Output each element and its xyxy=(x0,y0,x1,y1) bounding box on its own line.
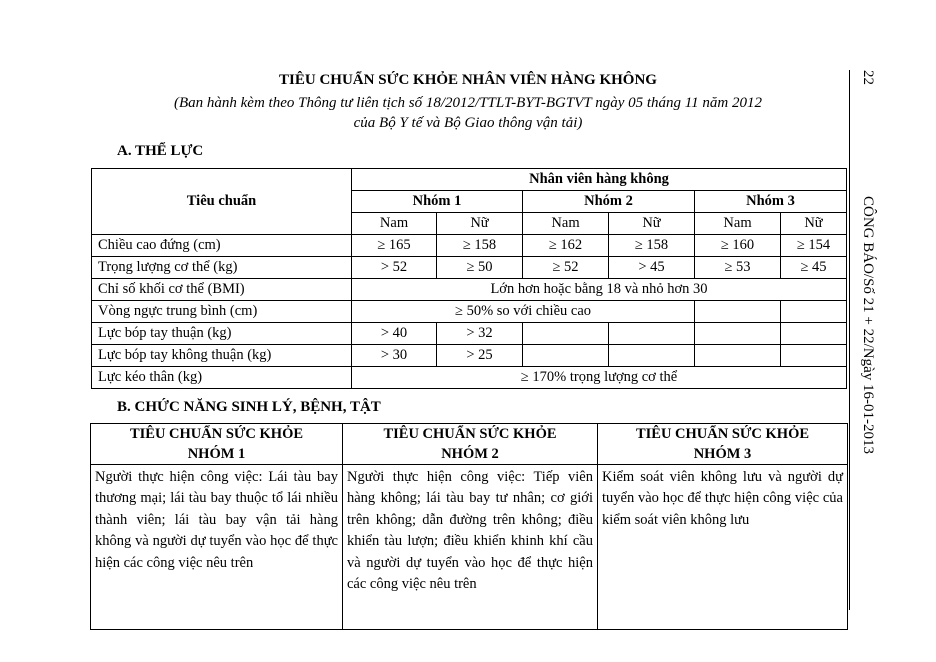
header-line: TIÊU CHUẨN SỨC KHỎE xyxy=(635,426,810,442)
table-cell-merged: Lớn hơn hoặc bằng 18 và nhỏ hơn 30 xyxy=(352,279,847,301)
table-cell: > 40 xyxy=(352,323,437,345)
health-standards-table xyxy=(90,423,848,630)
group-1-header: Nhóm 1 xyxy=(352,191,523,213)
male-header: Nam xyxy=(352,213,437,235)
table-cell: ≥ 45 xyxy=(781,257,847,279)
table-cell-merged: ≥ 170% trọng lượng cơ thể xyxy=(352,367,847,389)
table-cell xyxy=(609,345,695,367)
table-cell: ≥ 158 xyxy=(437,235,523,257)
header-line: TIÊU CHUẨN SỨC KHỎE xyxy=(129,426,304,442)
table-cell: > 25 xyxy=(437,345,523,367)
table-cell: ≥ 50 xyxy=(437,257,523,279)
group-2-description: Người thực hiện công việc: Tiếp viên hàng không; lái tàu bay tư nhân; cơ giới trên không; dẫn đường trên không; điều khiển tàu lượn; điều khiển khinh khí cầu và người dự tuyển vào học để thực hiện các công việc nêu trên xyxy=(343,465,598,630)
header-line: NHÓM 2 xyxy=(441,446,499,462)
staff-header: Nhân viên hàng không xyxy=(352,169,847,191)
table-row xyxy=(92,301,847,323)
female-header: Nữ xyxy=(609,213,695,235)
table-row xyxy=(92,345,847,367)
row-label: Lực kéo thân (kg) xyxy=(92,367,352,389)
row-label: Lực bóp tay thuận (kg) xyxy=(92,323,352,345)
table-cell: ≥ 154 xyxy=(781,235,847,257)
group-3-header: Nhóm 3 xyxy=(695,191,847,213)
document-subtitle xyxy=(0,93,936,133)
table-cell: > 52 xyxy=(352,257,437,279)
group-2-standard-header xyxy=(343,424,598,465)
table-row xyxy=(92,279,847,301)
subtitle-line-1: (Ban hành kèm theo Thông tư liên tịch số 18/2012/TTLT-BYT-BGTVT ngày 05 tháng 11 năm 2012 xyxy=(173,95,763,111)
table-cell: ≥ 160 xyxy=(695,235,781,257)
row-label: Chỉ số khối cơ thể (BMI) xyxy=(92,279,352,301)
header-line: NHÓM 3 xyxy=(693,446,752,462)
table-cell xyxy=(695,345,781,367)
table-cell xyxy=(695,323,781,345)
group-1-description: Người thực hiện công việc: Lái tàu bay thương mại; lái tàu bay thuộc tổ lái nhiều thành viên; lái tàu bay vận tải hàng không và người dự tuyển vào học để thực hiện các công việc nêu trên xyxy=(91,465,343,630)
male-header: Nam xyxy=(695,213,781,235)
table-cell xyxy=(523,323,609,345)
table-cell: > 45 xyxy=(609,257,695,279)
header-line: NHÓM 1 xyxy=(187,446,246,462)
table-cell: > 30 xyxy=(352,345,437,367)
gazette-sidebar xyxy=(856,70,876,610)
gazette-reference: CÔNG BÁO/Số 21 + 22/Ngày 16-01-2013 xyxy=(860,196,876,455)
row-label: Chiều cao đứng (cm) xyxy=(92,235,352,257)
table-row xyxy=(92,235,847,257)
subtitle-line-2: của Bộ Y tế và Bộ Giao thông vận tải) xyxy=(353,115,583,131)
table-cell xyxy=(781,345,847,367)
row-label: Lực bóp tay không thuận (kg) xyxy=(92,345,352,367)
table-cell: ≥ 165 xyxy=(352,235,437,257)
row-label: Trọng lượng cơ thể (kg) xyxy=(92,257,352,279)
table-cell: ≥ 162 xyxy=(523,235,609,257)
group-2-header: Nhóm 2 xyxy=(523,191,695,213)
table-cell xyxy=(781,323,847,345)
table-cell xyxy=(781,301,847,323)
table-cell xyxy=(609,323,695,345)
row-label: Vòng ngực trung bình (cm) xyxy=(92,301,352,323)
table-row xyxy=(92,257,847,279)
male-header: Nam xyxy=(523,213,609,235)
table-cell xyxy=(695,301,781,323)
group-1-standard-header xyxy=(91,424,343,465)
margin-rule xyxy=(849,70,850,610)
female-header: Nữ xyxy=(437,213,523,235)
female-header: Nữ xyxy=(781,213,847,235)
section-b-heading: B. CHỨC NĂNG SINH LÝ, BỆNH, TẬT xyxy=(117,399,381,415)
table-row xyxy=(92,323,847,345)
physical-fitness-table xyxy=(91,168,847,389)
table-cell xyxy=(523,345,609,367)
table-cell: ≥ 53 xyxy=(695,257,781,279)
table-cell: > 32 xyxy=(437,323,523,345)
table-cell-merged: ≥ 50% so với chiều cao xyxy=(352,301,695,323)
table-row xyxy=(91,465,848,630)
group-3-standard-header xyxy=(598,424,848,465)
criteria-header: Tiêu chuẩn xyxy=(92,169,352,235)
table-row xyxy=(92,367,847,389)
table-cell: ≥ 52 xyxy=(523,257,609,279)
document-title: TIÊU CHUẨN SỨC KHỎE NHÂN VIÊN HÀNG KHÔNG xyxy=(279,72,657,88)
table-cell: ≥ 158 xyxy=(609,235,695,257)
group-3-description: Kiểm soát viên không lưu và người dự tuyển vào học để thực hiện công việc của kiểm soát viên không lưu xyxy=(598,465,848,630)
page-number: 22 xyxy=(860,70,876,85)
section-a-heading: A. THỂ LỰC xyxy=(117,143,204,159)
header-line: TIÊU CHUẨN SỨC KHỎE xyxy=(383,426,557,442)
